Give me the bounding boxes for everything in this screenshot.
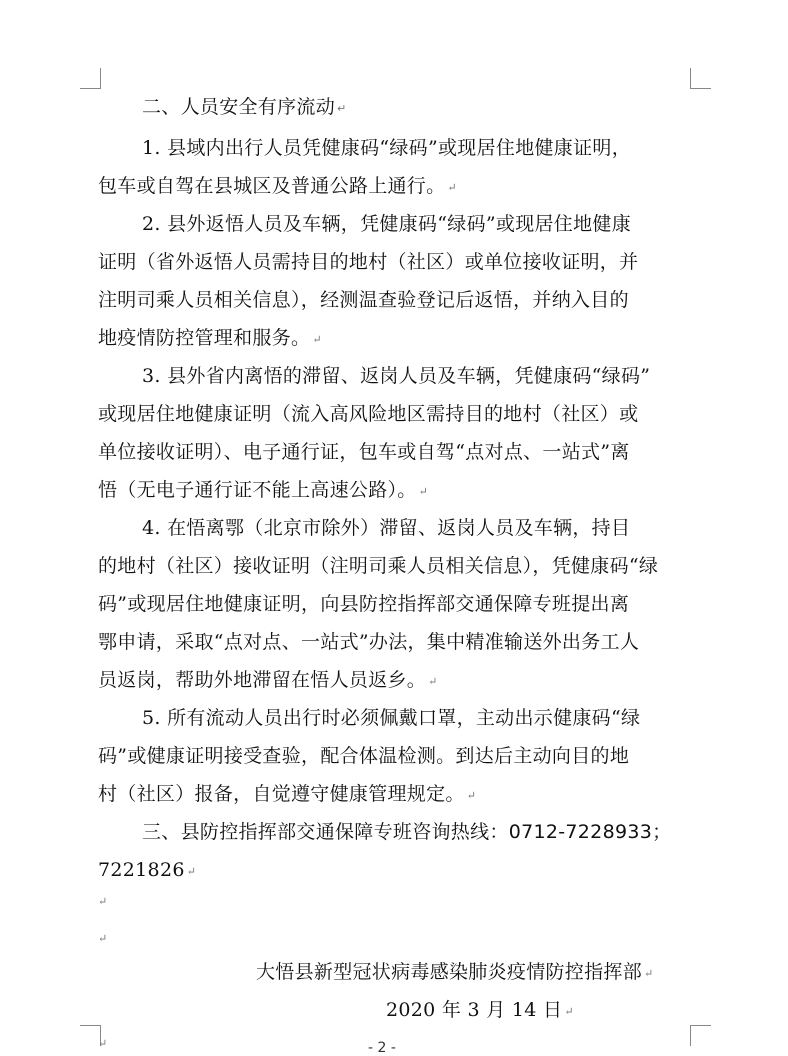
section-3-heading: 三、县防控指挥部交通保障专班咨询热线：0712-7228933； [142,821,672,843]
p4-line-4: 鄂申请，采取“点对点、一站式”办法，集中精准输送外出务工人 [98,631,640,653]
p3-line-2: 或现居住地健康证明（流入高风险地区需持目的地村（社区）或 [98,403,639,425]
p1-line-1: 1. 县域内出行人员凭健康码“绿码”或现居住地健康证明， [142,137,631,159]
p2-line-1: 2. 县外返悟人员及车辆，凭健康码“绿码”或现居住地健康 [142,213,631,235]
p3-line-4: 悟（无电子通行证不能上高速公路）。 ↵ [98,479,429,501]
p2-line-4: 地疫情防控管理和服务。 ↵ [98,327,322,349]
signature-organization: 大悟县新型冠状病毒感染肺炎疫情防控指挥部 ↵ [256,961,654,983]
p2-line-3: 注明司乘人员相关信息），经测温查验登记后返悟，并纳入目的 [98,289,629,311]
section-2-heading: 二、人员安全有序流动 ↵ [142,96,347,118]
p5-line-1: 5. 所有流动人员出行时必须佩戴口罩，主动出示健康码“绿 [142,707,641,729]
p2-line-2: 证明（省外返悟人员需持目的地村（社区）或单位接收证明，并 [98,251,639,273]
margin-corner-top-left [80,68,101,89]
p4-line-2: 的地村（社区）接收证明（注明司乘人员相关信息），凭健康码“绿 [98,555,659,577]
p3-line-3: 单位接收证明）、电子通行证，包车或自驾“点对点、一站式”离 [98,441,630,463]
empty-paragraph-mark: ↵ [98,895,108,908]
p3-line-1: 3. 县外省内离悟的滞留、返岗人员及车辆，凭健康码“绿码” [142,365,651,387]
p5-line-3: 村（社区）报备，自觉遵守健康管理规定。 ↵ [98,783,477,805]
p1-line-2: 包车或自驾在县城区及普通公路上通行。 ↵ [98,175,457,197]
signature-date: 2020 年 3 月 14 日 ↵ [386,999,574,1021]
p4-line-5: 员返岗，帮助外地滞留在悟人员返乡。 ↵ [98,669,438,691]
p5-line-2: 码”或健康证明接受查验，配合体温检测。到达后主动向目的地 [98,745,630,767]
empty-paragraph-mark: ↵ [98,1037,108,1050]
margin-corner-top-right [690,68,711,89]
p4-line-3: 码”或现居住地健康证明，向县防控指挥部交通保障专班提出离 [98,593,630,615]
hotline-number: 7221826 ↵ [98,859,197,881]
p4-line-1: 4. 在悟离鄂（北京市除外）滞留、返岗人员及车辆，持目 [142,517,631,539]
page-number: - 2 - [368,1040,396,1056]
margin-corner-bottom-right [690,1025,711,1046]
empty-paragraph-mark: ↵ [98,932,108,945]
